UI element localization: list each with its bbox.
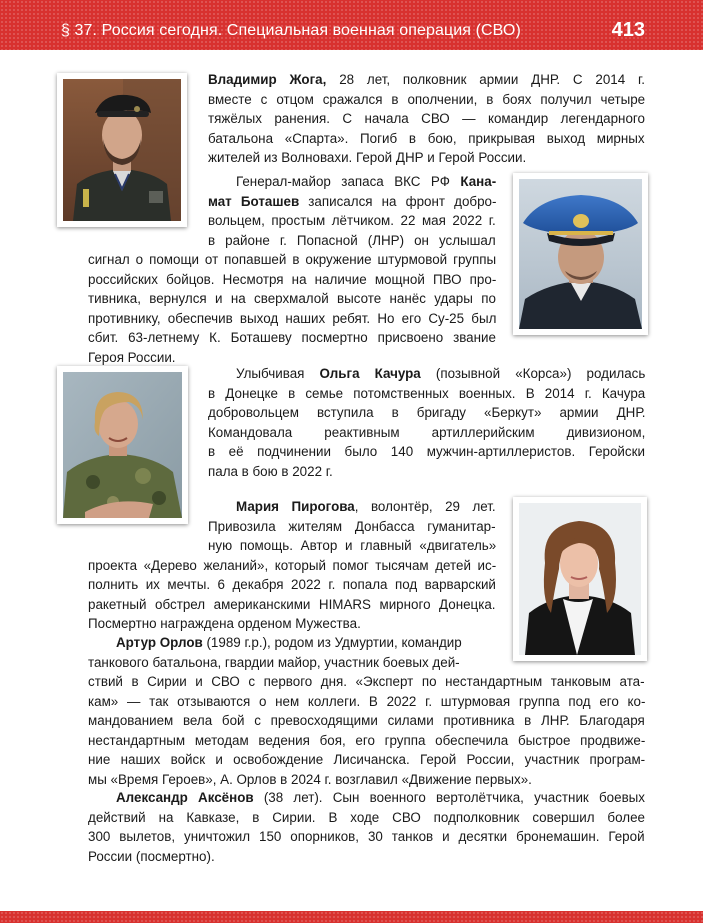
aksenov-paragraph	[88, 788, 645, 866]
orlov-line-7: ние наших войск и освобождение Лисичанска. Герой России, участник програм-	[88, 752, 646, 767]
zhoga-paragraph	[208, 70, 645, 168]
zhoga-line-4: батальона «Спарта». Погиб в бою, прикрывая выход мирных	[208, 130, 645, 146]
aksenov-name: Александр Аксёнов	[116, 790, 254, 805]
aksenov-line-4: России (посмертно).	[88, 848, 215, 864]
botashev-prefix: Генерал-майор запаса ВКС РФ	[236, 174, 461, 189]
kachura-line-1: (позывной «Корса») родилась	[420, 366, 646, 381]
zhoga-name: Владимир Жога,	[208, 72, 327, 87]
pirogova-line-3: ную помощь. Автор и главный «двигатель»	[208, 538, 497, 553]
page-footer-bar	[0, 911, 703, 923]
botashev-line-5: российских бойцов. Несмотря на наличие мощной ПВО про-	[88, 271, 497, 287]
kachura-line-4: Командовала реактивным артиллерийским дивизионом,	[208, 424, 646, 440]
orlov-line-6: нестандартным методам ведения боя, его группа обеспечила быстрое продвиже-	[88, 732, 646, 748]
pirogova-line-7: Посмертно награждена орденом Мужества.	[88, 616, 361, 631]
botashev-line-2: вольцем, простым лётчиком. 22 мая 2022 г.	[208, 213, 496, 228]
pirogova-line-4: проекта «Дерево желаний», который помог тысячам детей ис-	[88, 557, 497, 573]
pirogova-line-6: ракетный обстрел американскими HIMARS мирного Донецка.	[88, 596, 496, 612]
botashev-line-1: записался на фронт добро-	[299, 193, 497, 209]
aksenov-line-1: (38 лет). Сын военного вертолётчика, участник боевых	[253, 790, 646, 805]
botashev-line-7: противнику, обеспечив выход наших ребят. Но его Су-25 был	[88, 310, 497, 326]
kachura-paragraph	[208, 364, 645, 481]
botashev-line-9: Героя России.	[88, 349, 176, 365]
botashev-line-6: тивника, вернулся и на сверхмалой высоте нанёс удары по	[88, 291, 496, 306]
page-header	[0, 0, 703, 50]
kachura-prefix: Улыбчивая	[236, 366, 320, 381]
zhoga-line-2: вместе с отцом сражался в ополчении, в боях получил четыре	[208, 91, 646, 107]
botashev-line-8: сбит. 63-летнему К. Боташеву посмертно присвоено звание	[88, 330, 496, 345]
kachura-line-6: пала в бою в 2022 г.	[208, 463, 333, 479]
zhoga-line-1: 28 лет, полковник армии ДНР. С 2014 г.	[326, 72, 645, 87]
botashev-name-part2: мат Боташев	[208, 193, 300, 209]
pirogova-paragraph	[88, 497, 496, 634]
botashev-line-4: сигнал о помощи от попавшей в окружение штурмовой группы	[88, 252, 497, 267]
kachura-name: Ольга Качура	[319, 366, 421, 381]
botashev-line-3: в районе г. Попасной (ЛНР) он услышал	[208, 232, 496, 248]
pirogova-line-1: , волонтёр, 29 лет.	[354, 499, 496, 514]
portrait-botashev-image	[519, 179, 642, 329]
kachura-line-5: в её подчинении было 140 мужчин-артиллеристов. Геройски	[208, 444, 645, 459]
zhoga-line-3: тяжёлых ранения. С начала СВО — командир легендарного	[208, 111, 645, 126]
orlov-line-4: кам» — так отзываются о нем коллеги. В 2022 г. штурмовая группа под его ко-	[88, 693, 646, 709]
orlov-line-1: (1989 г.р.), родом из Удмуртии, командир	[202, 635, 462, 650]
orlov-line-5: мандованием вела бой с превосходящими силами противника в ЛНР. Благодаря	[88, 713, 645, 728]
photo-botashev	[513, 173, 648, 335]
aksenov-line-2: действий на Кавказе, в Сирии. В ходе СВО подполковник совершил более	[88, 809, 645, 825]
pirogova-line-2: Привозила жителям Донбасса гуманитар-	[208, 518, 496, 534]
orlov-paragraph	[88, 633, 645, 789]
section-title: § 37. Россия сегодня. Специальная военная операция (СВО)	[61, 22, 521, 39]
botashev-paragraph	[88, 172, 496, 367]
orlov-line-8: мы «Время Героев», А. Орлов в 2024 г. возглавил «Движение первых».	[88, 771, 532, 787]
aksenov-line-3: 300 вылетов, уничтожил 150 опорников, 30 танков и десятки бронемашин. Герой	[88, 829, 645, 844]
orlov-line-3: ствий в Сирии и СВО с первого дня. «Эксперт по нестандартным танковым ата-	[88, 674, 645, 689]
botashev-name-part1: Кана-	[460, 174, 497, 189]
orlov-line-2: танкового батальона, гвардии майор, участник боевых дей-	[88, 654, 460, 670]
pirogova-line-5: полнить их мечты. 6 декабря 2022 г. попала под варварский	[88, 577, 496, 592]
kachura-line-2: в Донецке в семье потомственных военных. В 2014 г. Качура	[208, 385, 646, 401]
pirogova-name: Мария Пирогова	[236, 499, 355, 514]
page-number: 413	[611, 19, 645, 41]
zhoga-line-5: жителей из Волновахи. Герой ДНР и Герой России.	[208, 150, 527, 165]
kachura-line-3: добровольцем вступила в бригаду «Беркут» армии ДНР.	[208, 405, 646, 420]
orlov-name: Артур Орлов	[116, 635, 203, 650]
